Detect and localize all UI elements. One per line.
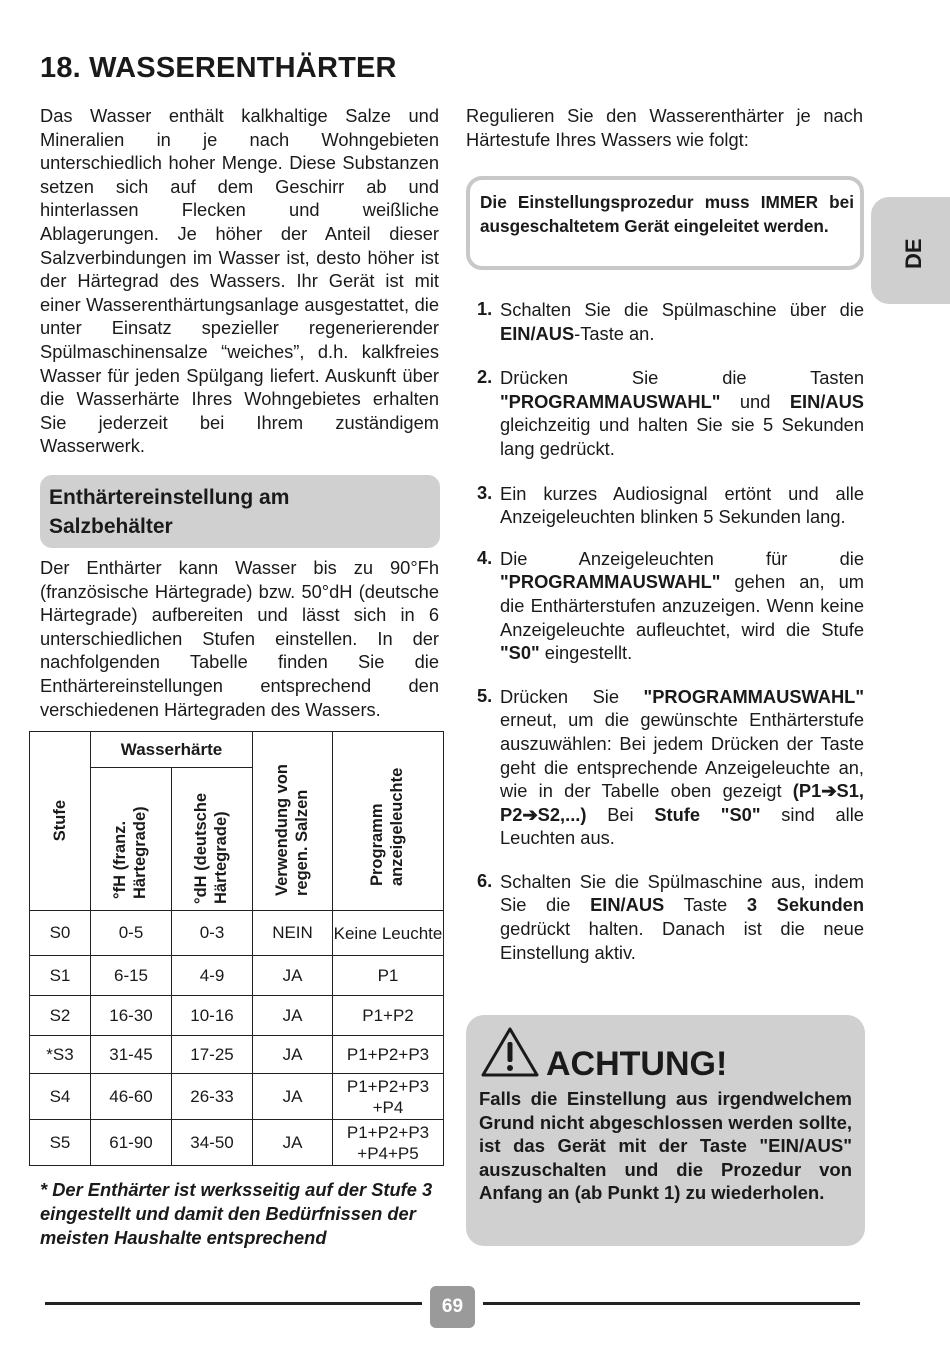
softener-paragraph: Der Enthärter kann Wasser bis zu 90°Fh (französische Härtegrade) bzw. 50°dH (deutsche Härtegrade) aufbereiten und lässt sich in 6 unterschiedlichen Stufen einstellen. In der nachfolgenden Tabelle finden Sie die Enthärtereinstellungen entsprechend den verschiedenen Härtegraden des Wassers. <box>40 557 439 720</box>
language-tab <box>871 197 950 304</box>
subheading-box <box>40 475 440 548</box>
table-row: S1 6-15 4-9 JA P1 <box>30 956 444 996</box>
hardness-table-wrap <box>29 731 444 1166</box>
header-stufe: Stufe <box>51 800 69 842</box>
right-intro: Regulieren Sie den Wasserenthärter je nach Härtestufe Ihres Wassers wie folgt: <box>466 105 863 150</box>
header-programm: Programm anzeigeleuchte <box>368 767 406 886</box>
table-row: S0 0-5 0-3 NEIN Keine Leuchte <box>30 911 444 956</box>
steps-list <box>477 298 864 964</box>
step-6: 6. Schalten Sie die Spülmaschine aus, indem Sie die EIN/AUS Taste 3 Sekunden gedrückt halten. Danach ist die neue Einstellung aktiv. <box>477 869 864 963</box>
step-2: 2. Drücken Sie die Tasten "PROGRAMMAUSWAHL" und EIN/AUS gleichzeitig und halten Sie sie 5 Sekunden lang gedrückt. <box>477 366 864 459</box>
table-row: S5 61-90 34-50 JA P1+P2+P3 +P4+P5 <box>30 1120 444 1166</box>
step-1: 1. Schalten Sie die Spülmaschine über die EIN/AUS-Taste an. <box>477 298 864 344</box>
header-wasserhaerte: Wasserhärte <box>91 732 253 768</box>
intro-paragraph: Das Wasser enthält kalkhaltige Salze und Mineralien in je nach Wohngebieten unterschiedlich hoher Menge. Diese Substanzen setzen sich auf dem Geschirr ab und hinterlassen Flecken und weißliche Ablagerungen. Je höher der Anteil dieser Salzverbindungen im Wasser ist, desto höher ist der Härtegrad des Wassers. Ihr Gerät ist mit einer Wasserenthärtungsanlage ausgestattet, die unter Einsatz spezieller regenerierender Spülmaschinensalze “weiches”, d.h. kalkfreies Wasser für jeden Spülgang liefert. Auskunft über die Wasserhärte Ihres Wohngebietes erhalten Sie jederzeit bei Ihrem zuständigem Wasserwerk. <box>40 105 439 457</box>
warning-text: Falls die Einstellung aus irgendwelchem Grund nicht abgeschlossen werden sollte, ist das Gerät mit der Taste "EIN/AUS" auszuschalten und die Prozedur von Anfang an (ab Punkt 1) zu wiederholen. <box>479 1088 852 1204</box>
hardness-table <box>29 731 444 1166</box>
page-number: 69 <box>430 1286 475 1328</box>
note-box <box>466 176 864 270</box>
footer-line-left <box>45 1302 422 1305</box>
note-text: Die Einstellungsprozedur muss IMMER bei ausgeschaltetem Gerät eingeleitet werden. <box>480 192 854 236</box>
warning-title: ACHTUNG! <box>546 1045 728 1083</box>
header-dh: °dH (deutsche Härtegrade) <box>192 792 230 904</box>
table-row: S4 46-60 26-33 JA P1+P2+P3 +P4 <box>30 1074 444 1120</box>
step-4: 4. Die Anzeigeleuchten für die "PROGRAMMAUSWAHL" gehen an, um die Enthärterstufen anzuzeigen. Wenn keine Anzeigeleuchte aufleuchtet, wird die Stufe "S0" eingestellt. <box>477 546 864 664</box>
warning-triangle-icon <box>479 1025 541 1079</box>
table-row: *S3 31-45 17-25 JA P1+P2+P3 <box>30 1036 444 1074</box>
step-5: 5. Drücken Sie "PROGRAMMAUSWAHL" erneut, um die gewünschte Enthärterstufe auszuwählen: Bei jedem Drücken der Taste geht die entsprechende Anzeigeleuchte an, wie in der Tabelle oben gezeigt (P1➔S1, P2➔S2,...) Bei Stufe "S0" sind alle Leuchten aus. <box>477 684 864 849</box>
subheading: Enthärtereinstellung am Salzbehälter <box>49 486 290 538</box>
language-tab-label: DE <box>901 238 926 269</box>
header-salz: Verwendung von regen. Salzen <box>272 763 311 896</box>
footer-line-right <box>483 1302 860 1305</box>
footnote: * Der Enthärter ist werksseitig auf der Stufe 3 eingestellt und damit den Bedürfnissen der meisten Haushalte entsprechend <box>40 1179 433 1248</box>
step-3: 3. Ein kurzes Audiosignal ertönt und alle Anzeigeleuchten blinken 5 Sekunden lang. <box>477 481 864 528</box>
table-row: S2 16-30 10-16 JA P1+P2 <box>30 996 444 1036</box>
page-title: 18. WASSERENTHÄRTER <box>40 52 397 84</box>
header-fh: °fH (franz. Härtegrade) <box>111 806 149 899</box>
warning-box <box>466 1015 865 1246</box>
